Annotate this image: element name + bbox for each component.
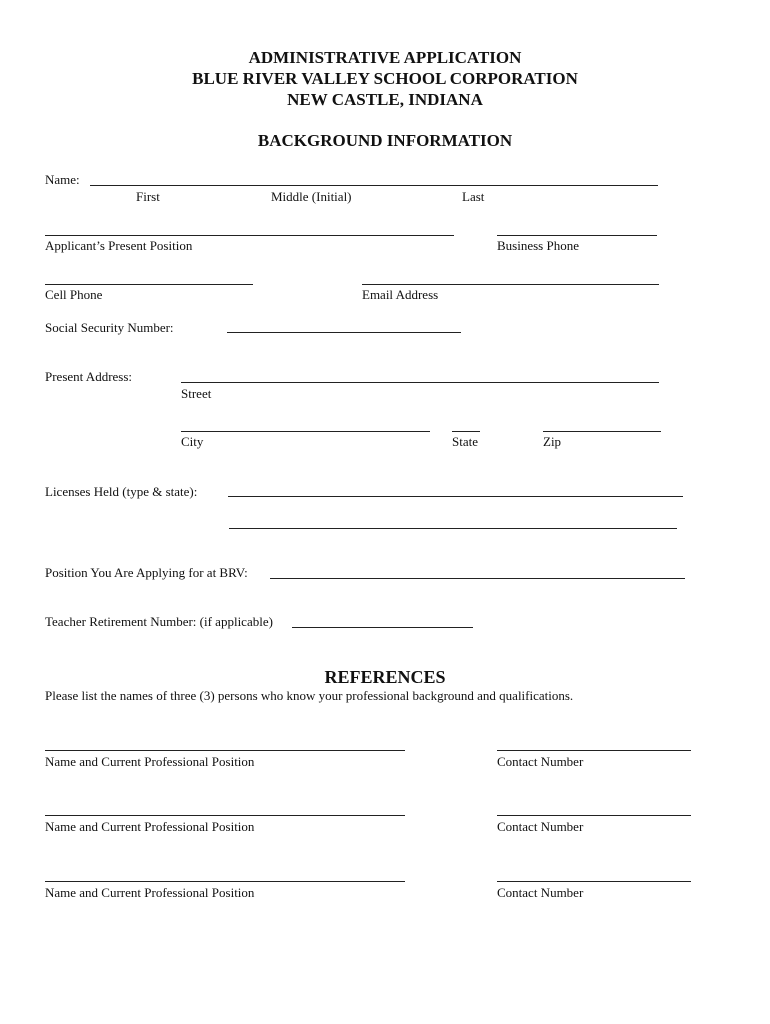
licenses-field-2[interactable] <box>229 528 677 529</box>
last-name-caption: Last <box>462 189 485 204</box>
street-field[interactable] <box>181 382 659 383</box>
name-label: Name: <box>45 172 80 187</box>
school-corporation-name: BLUE RIVER VALLEY SCHOOL CORPORATION <box>192 69 578 88</box>
state-field[interactable] <box>452 431 480 432</box>
zip-caption: Zip <box>543 434 562 449</box>
reference-3-name-field[interactable] <box>45 881 405 882</box>
middle-initial-caption: Middle (Initial) <box>271 189 352 204</box>
present-position-label: Applicant’s Present Position <box>45 238 193 253</box>
reference-3-contact-field[interactable] <box>497 881 691 882</box>
business-phone-field[interactable] <box>497 235 657 236</box>
city-field[interactable] <box>181 431 430 432</box>
position-applying-field[interactable] <box>270 578 685 579</box>
location: NEW CASTLE, INDIANA <box>287 90 483 109</box>
first-name-caption: First <box>136 189 160 204</box>
street-caption: Street <box>181 386 212 401</box>
reference-1-name-field[interactable] <box>45 750 405 751</box>
licenses-field-1[interactable] <box>228 496 683 497</box>
zip-field[interactable] <box>543 431 661 432</box>
form-title: ADMINISTRATIVE APPLICATION <box>248 48 522 67</box>
present-address-label: Present Address: <box>45 369 133 384</box>
reference-1-contact-field[interactable] <box>497 750 691 751</box>
licenses-label: Licenses Held (type & state): <box>45 484 198 499</box>
reference-2-contact-field[interactable] <box>497 815 691 816</box>
teacher-retirement-label: Teacher Retirement Number: (if applicable) <box>45 614 273 629</box>
present-position-field[interactable] <box>45 235 454 236</box>
reference-3-contact-label: Contact Number <box>497 885 584 900</box>
email-field[interactable] <box>362 284 659 285</box>
city-caption: City <box>181 434 204 449</box>
reference-2-name-label: Name and Current Professional Position <box>45 819 255 834</box>
ssn-label: Social Security Number: <box>45 320 174 335</box>
state-caption: State <box>452 434 478 449</box>
reference-1-name-label: Name and Current Professional Position <box>45 754 255 769</box>
ssn-field[interactable] <box>227 332 461 333</box>
cell-phone-field[interactable] <box>45 284 253 285</box>
email-label: Email Address <box>362 287 439 302</box>
reference-3-name-label: Name and Current Professional Position <box>45 885 255 900</box>
section-title-references: REFERENCES <box>324 667 446 687</box>
position-applying-label: Position You Are Applying for at BRV: <box>45 565 248 580</box>
name-field[interactable] <box>90 185 658 186</box>
business-phone-label: Business Phone <box>497 238 579 253</box>
reference-1-contact-label: Contact Number <box>497 754 584 769</box>
section-title-background: BACKGROUND INFORMATION <box>257 131 513 150</box>
reference-2-contact-label: Contact Number <box>497 819 584 834</box>
teacher-retirement-field[interactable] <box>292 627 473 628</box>
references-instructions: Please list the names of three (3) persons who know your professional background and qualifications. <box>45 688 574 703</box>
cell-phone-label: Cell Phone <box>45 287 103 302</box>
reference-2-name-field[interactable] <box>45 815 405 816</box>
